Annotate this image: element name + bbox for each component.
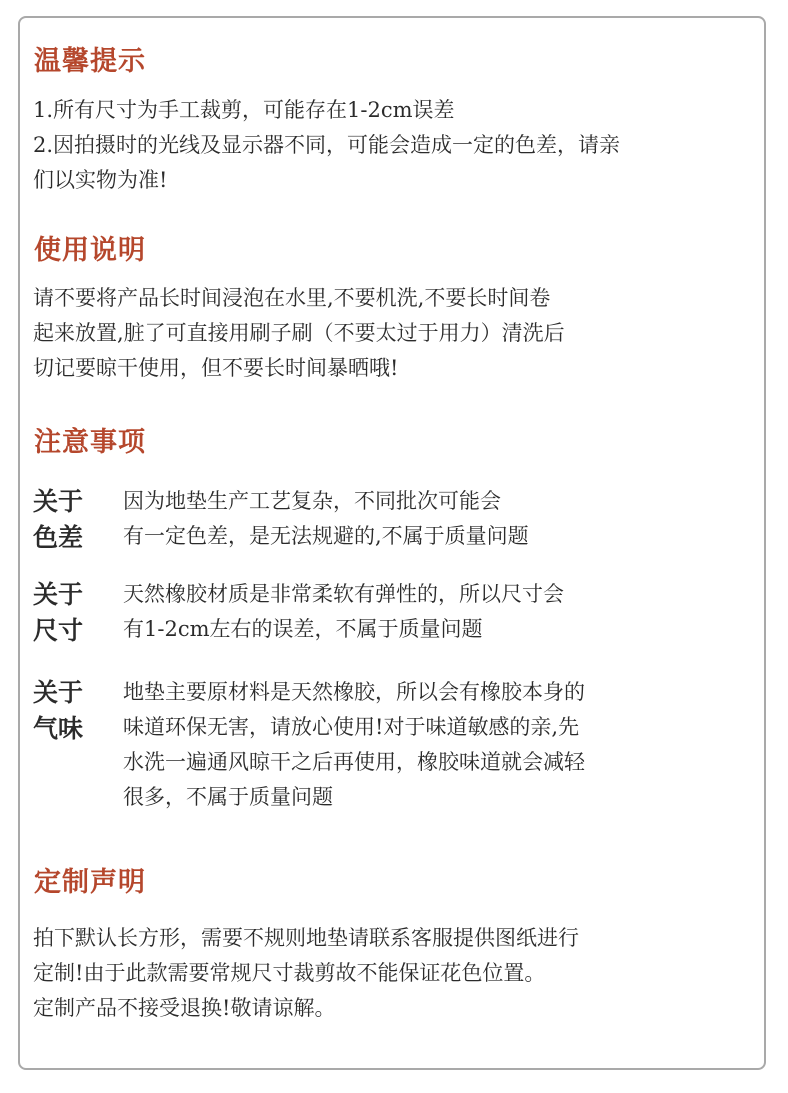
tips-line: 1.所有尺寸为手工裁剪，可能存在1-2cm误差 xyxy=(33,98,455,122)
tips-line: 2.因拍摄时的光线及显示器不同，可能会造成一定的色差，请亲 xyxy=(33,133,621,157)
custom-line: 定制!由于此款需要常规尺寸裁剪故不能保证花色位置。 xyxy=(33,961,546,985)
usage-heading: 使用说明 xyxy=(34,235,146,266)
custom-line: 拍下默认长方形，需要不规则地垫请联系客服提供图纸进行 xyxy=(33,926,579,950)
note-line: 水洗一遍通风晾干之后再使用，橡胶味道就会减轻 xyxy=(123,750,585,774)
note-body xyxy=(123,675,743,815)
note-label-line: 色差 xyxy=(33,523,84,552)
tips-text xyxy=(33,93,748,198)
custom-line: 定制产品不接受退换!敬请谅解。 xyxy=(33,996,336,1020)
custom-heading: 定制声明 xyxy=(34,867,146,898)
note-label-line: 关于 xyxy=(33,678,84,707)
note-body xyxy=(123,484,743,554)
note-line: 味道环保无害，请放心使用!对于味道敏感的亲,先 xyxy=(123,715,580,739)
note-label-line: 关于 xyxy=(33,487,84,516)
tips-heading: 温馨提示 xyxy=(34,46,146,77)
note-label-line: 气味 xyxy=(33,714,84,743)
notice-card xyxy=(18,16,766,1070)
usage-line: 起来放置,脏了可直接用刷子刷（不要太过于用力）清洗后 xyxy=(33,321,565,345)
note-line: 因为地垫生产工艺复杂，不同批次可能会 xyxy=(123,489,501,513)
note-label xyxy=(33,577,103,649)
note-label xyxy=(33,675,103,747)
note-label-line: 尺寸 xyxy=(33,616,84,645)
usage-line: 切记要晾干使用，但不要长时间暴晒哦! xyxy=(33,356,399,380)
tips-line: 们以实物为准! xyxy=(33,168,168,192)
note-line: 有一定色差，是无法规避的,不属于质量问题 xyxy=(123,524,529,548)
note-body xyxy=(123,577,743,647)
note-label xyxy=(33,484,103,556)
note-line: 有1-2cm左右的误差，不属于质量问题 xyxy=(123,617,483,641)
usage-text xyxy=(33,281,748,386)
custom-text xyxy=(33,921,748,1026)
note-line: 很多，不属于质量问题 xyxy=(123,785,333,809)
usage-line: 请不要将产品长时间浸泡在水里,不要机洗,不要长时间卷 xyxy=(33,286,551,310)
note-label-line: 关于 xyxy=(33,580,84,609)
notes-heading: 注意事项 xyxy=(34,427,146,458)
note-line: 地垫主要原材料是天然橡胶，所以会有橡胶本身的 xyxy=(123,680,585,704)
note-line: 天然橡胶材质是非常柔软有弹性的，所以尺寸会 xyxy=(123,582,564,606)
